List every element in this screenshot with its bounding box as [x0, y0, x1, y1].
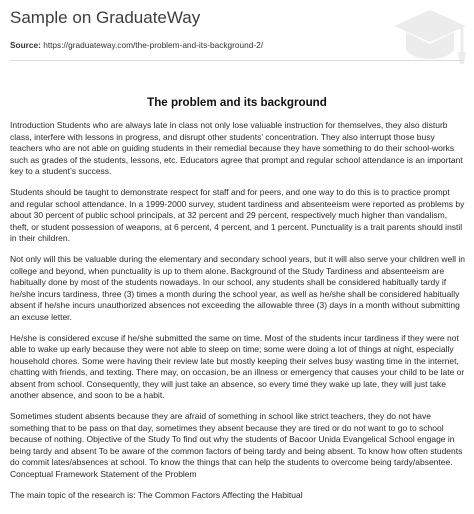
paragraph: He/she is considered excuse if he/she submitted the same on time. Most of the students incur tardiness if they were not able to wake up early because they were not able to sleep on time; some were doing a lot of things at night, especially household chores. Some were having their review late but mostly keeping their selves busy wasting time in the internet, chatting with friends, and texting. There may, on occasion, be an illness or emergency that causes your child to be late or absent from school. Consequently, they will just take an absence, so every time they wake up late, they will just take another absence, and soon to be a habit. [10, 332, 465, 400]
page-header [0, 0, 474, 70]
header-divider [10, 60, 464, 61]
graduation-cap-icon [392, 6, 468, 72]
paragraph: Students should be taught to demonstrate respect for staff and for peers, and one way to do this is to practice prompt and regular school attendance. In a 1999-2000 survey, student tardiness and absenteeism were reported as problems by about 30 percent of public school principals, at 32 percent and 29 percent, respectively much higher than vandalism, theft, or student possession of weapons, at 6 percent, 4 percent, and 1 percent. Punctuality is a trait parents should instil in their children. [10, 187, 465, 243]
source-line [10, 40, 263, 50]
paragraph: Sometimes student absents because they are afraid of something in school like strict teachers, they do not have something that to be pass on that day, sometimes they absent because they are tired or do not want to go to school because of nothing. Objective of the Study To find out why the students of Bacoor Unida Evangelical School engage in being tardy and absent To be aware of the common factors of being tardy and being absent. To know how often students do commit lates/absences at school. To know the things that can help the students to overcome being tardy/absentee. Conceptual Framework Statement of the Problem [10, 411, 463, 479]
source-label: Source: [10, 40, 41, 50]
paragraph: Not only will this be valuable during the elementary and secondary school years, but it will also serve your children well in college and beyond, when punctuality is up to them alone. Background of the Study Tardiness and absenteeism are habitually done by most of the students nowadays. In our school, any students shall be considered habitually tardy if he/she incurs tardiness, three (3) times a month during the school year, as well as he/she shall be considered habitually absent if he/she incurs unauthorized absences not exceeding the allowable three (3) days in a month without submitting an excuse letter. [10, 254, 465, 322]
paragraph: Introduction Students who are always late in class not only lose valuable instruction for themselves, they also disturb class, interfere with lessons in progress, and disrupt other students’ concentration. They also interrupt those busy teachers who are not able on guiding students in their remedial because they have something to do their school-works such as grades of the students, lessons, etc. Educators agree that prompt and regular school attendance is an important key to a student’s success. [10, 120, 463, 176]
site-title: Sample on GraduateWay [10, 8, 201, 27]
source-url[interactable]: https://graduateway.com/the-problem-and-its-background-2/ [43, 40, 264, 50]
document-body [10, 120, 466, 511]
paragraph: The main topic of the research is: The Common Factors Affecting the Habitual [10, 489, 303, 500]
document-title: The problem and its background [147, 96, 327, 109]
